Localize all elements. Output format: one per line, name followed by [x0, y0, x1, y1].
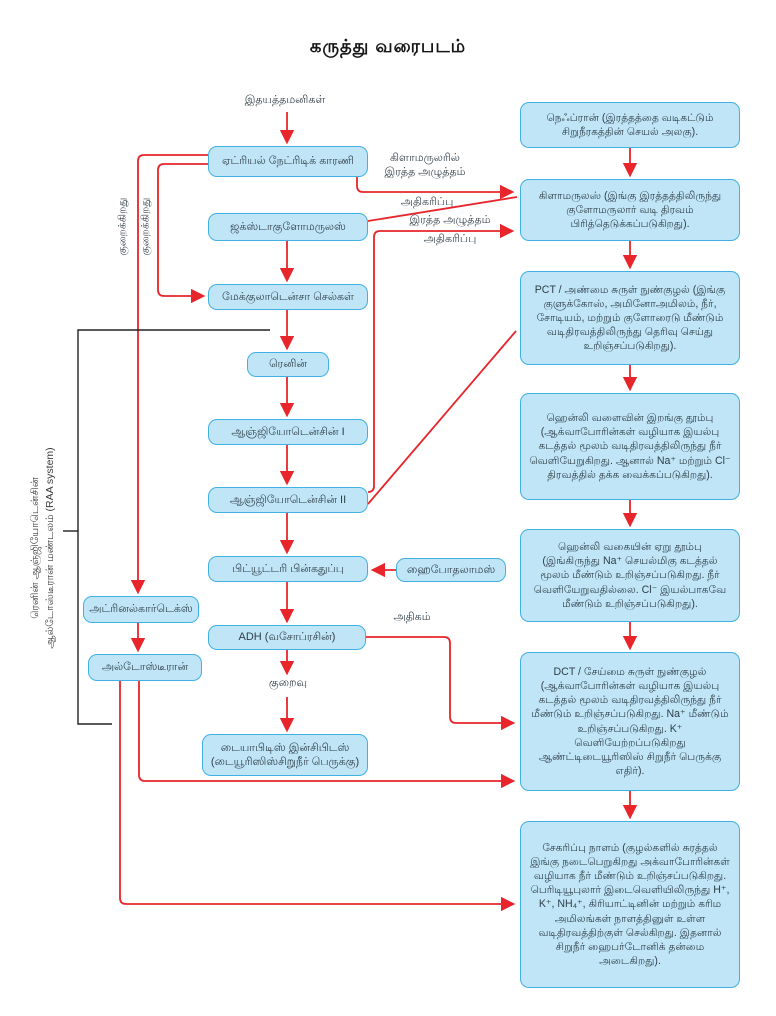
node-renin: ரெனின் — [247, 352, 329, 377]
node-diabetes-insipidus: டையாபிடிஸ் இன்சிபிடஸ் (டையூரிஸிஸ்சிறுநீர் பெருக்கு) — [202, 734, 368, 776]
label-glomerular-bp-line1: கிளாமருலரில் — [390, 152, 460, 164]
label-decreases-outer: குறைக்கிறது — [116, 197, 129, 256]
label-low: குறைவு — [268, 677, 308, 689]
node-angiotensin-1: ஆஞ்ஜியோடென்சின் I — [208, 419, 368, 445]
node-collecting-duct: சேகரிப்பு நாளம் (குழல்களில் சுரத்தல் இங்கு நடைபெறுகிறது அக்வாபோரின்கள் வழியாக நீர் மீண்டும் உறிஞ்சப்படுகிறது. பெரிடியூபுலார் இடைவெளியிலிருந்து H⁺, K⁺, NH₄⁺, கிரியாட்டினின் மற்றும் கரிம அமிலங்கள் நாளத்தினுள் உள்ள வடிதிரவத்திற்குள் செல்கிறது. இதனால் சிறுநீர் ஹைபர்டோனிக் தன்மை அடைகிறது). — [520, 821, 740, 988]
raa-system-label-line2: ஆல்டோஸ்டீரான் மண்டலம் (RAA system) — [44, 447, 57, 649]
node-hypothalamus: ஹைபோதலாமஸ் — [396, 558, 506, 582]
node-angiotensin-2: ஆஞ்ஜியோடென்சின் II — [208, 487, 368, 513]
label-glomerular-bp-increase — [368, 152, 482, 180]
node-henle-descending: ஹென்லி வளைவின் இறங்கு தூம்பு (ஆக்வாபோரின்கள் வழியாக இயல்பு கடத்தல் மூலம் வடிதிரவத்திலிருந்து நீர் வெளியேறுகிறது. ஆனால் Na⁺ மற்றும் Cl⁻ திரவத்தில் தக்க வைக்கப்படுகிறது). — [520, 393, 740, 500]
node-dct: DCT / சேய்மை சுருள் நுண்குழல் (ஆக்வாபோரின்கள் வழியாக இயல்பு கடத்தல் மூலம் வடிதிரவத்திலிருந்து நீர் மீண்டும் உறிஞ்சப்படுகிறது. Na⁺ மீண்டும் உறிஞ்சப்படுகிறது. K⁺ வெளியேற்றப்படுகிறது ஆண்ட்டிடையூரிஸிஸ் சிறுநீர் பெருக்கு எதிர்). — [520, 652, 740, 791]
node-aldosterone: அல்டோஸ்டீரான் — [88, 654, 202, 681]
label-glomerular-bp-line2: இரத்த அழுத்தம் — [384, 165, 466, 178]
label-high: அதிகம் — [393, 611, 431, 623]
label-decreases-inner: குறைக்கிறது — [139, 197, 152, 256]
raa-system-label — [28, 408, 60, 688]
label-glomerular-bp-increase-word: அதிகரிப்பு — [400, 196, 454, 208]
page-title: கருத்து வரைபடம் — [309, 36, 467, 56]
raa-system-label-line1: ரெனின் ஆஞ்ஜியோடென்சின் — [29, 477, 41, 619]
node-adrenal-cortex: அட்ரினல்கார்டெக்ஸ் — [83, 596, 199, 623]
node-heart-arteries: இதயத்தமனிகள் — [244, 94, 326, 106]
node-glomerulus: கிளாமருலஸ் (இங்கு இரத்தத்திலிருந்து குளோமருலார் வடி திரவம் பிரித்தெடுக்கப்படுகிறது). — [520, 179, 740, 241]
label-bp-increase: இரத்த அழுத்தம் — [409, 214, 491, 226]
node-juxtaglomerulus: ஜக்ஸ்டாகுளோமருலஸ் — [208, 213, 368, 241]
node-adh: ADH (வசோப்ரசின்) — [208, 625, 366, 650]
node-nephron: நெஃப்ரான் (இரத்தத்தை வடிகட்டும் சிறுநீரகத்தின் செயல் அலகு). — [520, 102, 740, 148]
node-pct: PCT / அண்மை சுருள் நுண்குழல் (இங்கு குளுக்கோஸ், அமினோஅமிலம், நீர், சோடியம், மற்றும் குளோரைடு மீண்டும் வடிதிரவத்திலிருந்து தெரிவு செய்து உறிஞ்சப்படுகிறது). — [520, 271, 740, 365]
node-macula-densa: மேக்குலாடென்சா செல்கள் — [208, 284, 368, 310]
node-henle-ascending: ஹென்லி வகையின் ஏறு தூம்பு (இங்கிருந்து Na⁺ செயல்மிகு கடத்தல் மூலம் மீண்டும் உறிஞ்சப்படுகிறது. நீர் வெளியேறுவதில்லை. Cl⁻ இயல்பாகவே மீண்டும் உறிஞ்சப்படுகிறது). — [520, 529, 740, 622]
label-bp-increase-word: அதிகரிப்பு — [423, 233, 477, 245]
node-anf: ஏட்ரியல் நேட்ரிடிக் காரணி — [208, 146, 368, 177]
node-pituitary-posterior: பிட்யூட்டரி பின்கதுப்பு — [208, 556, 368, 582]
